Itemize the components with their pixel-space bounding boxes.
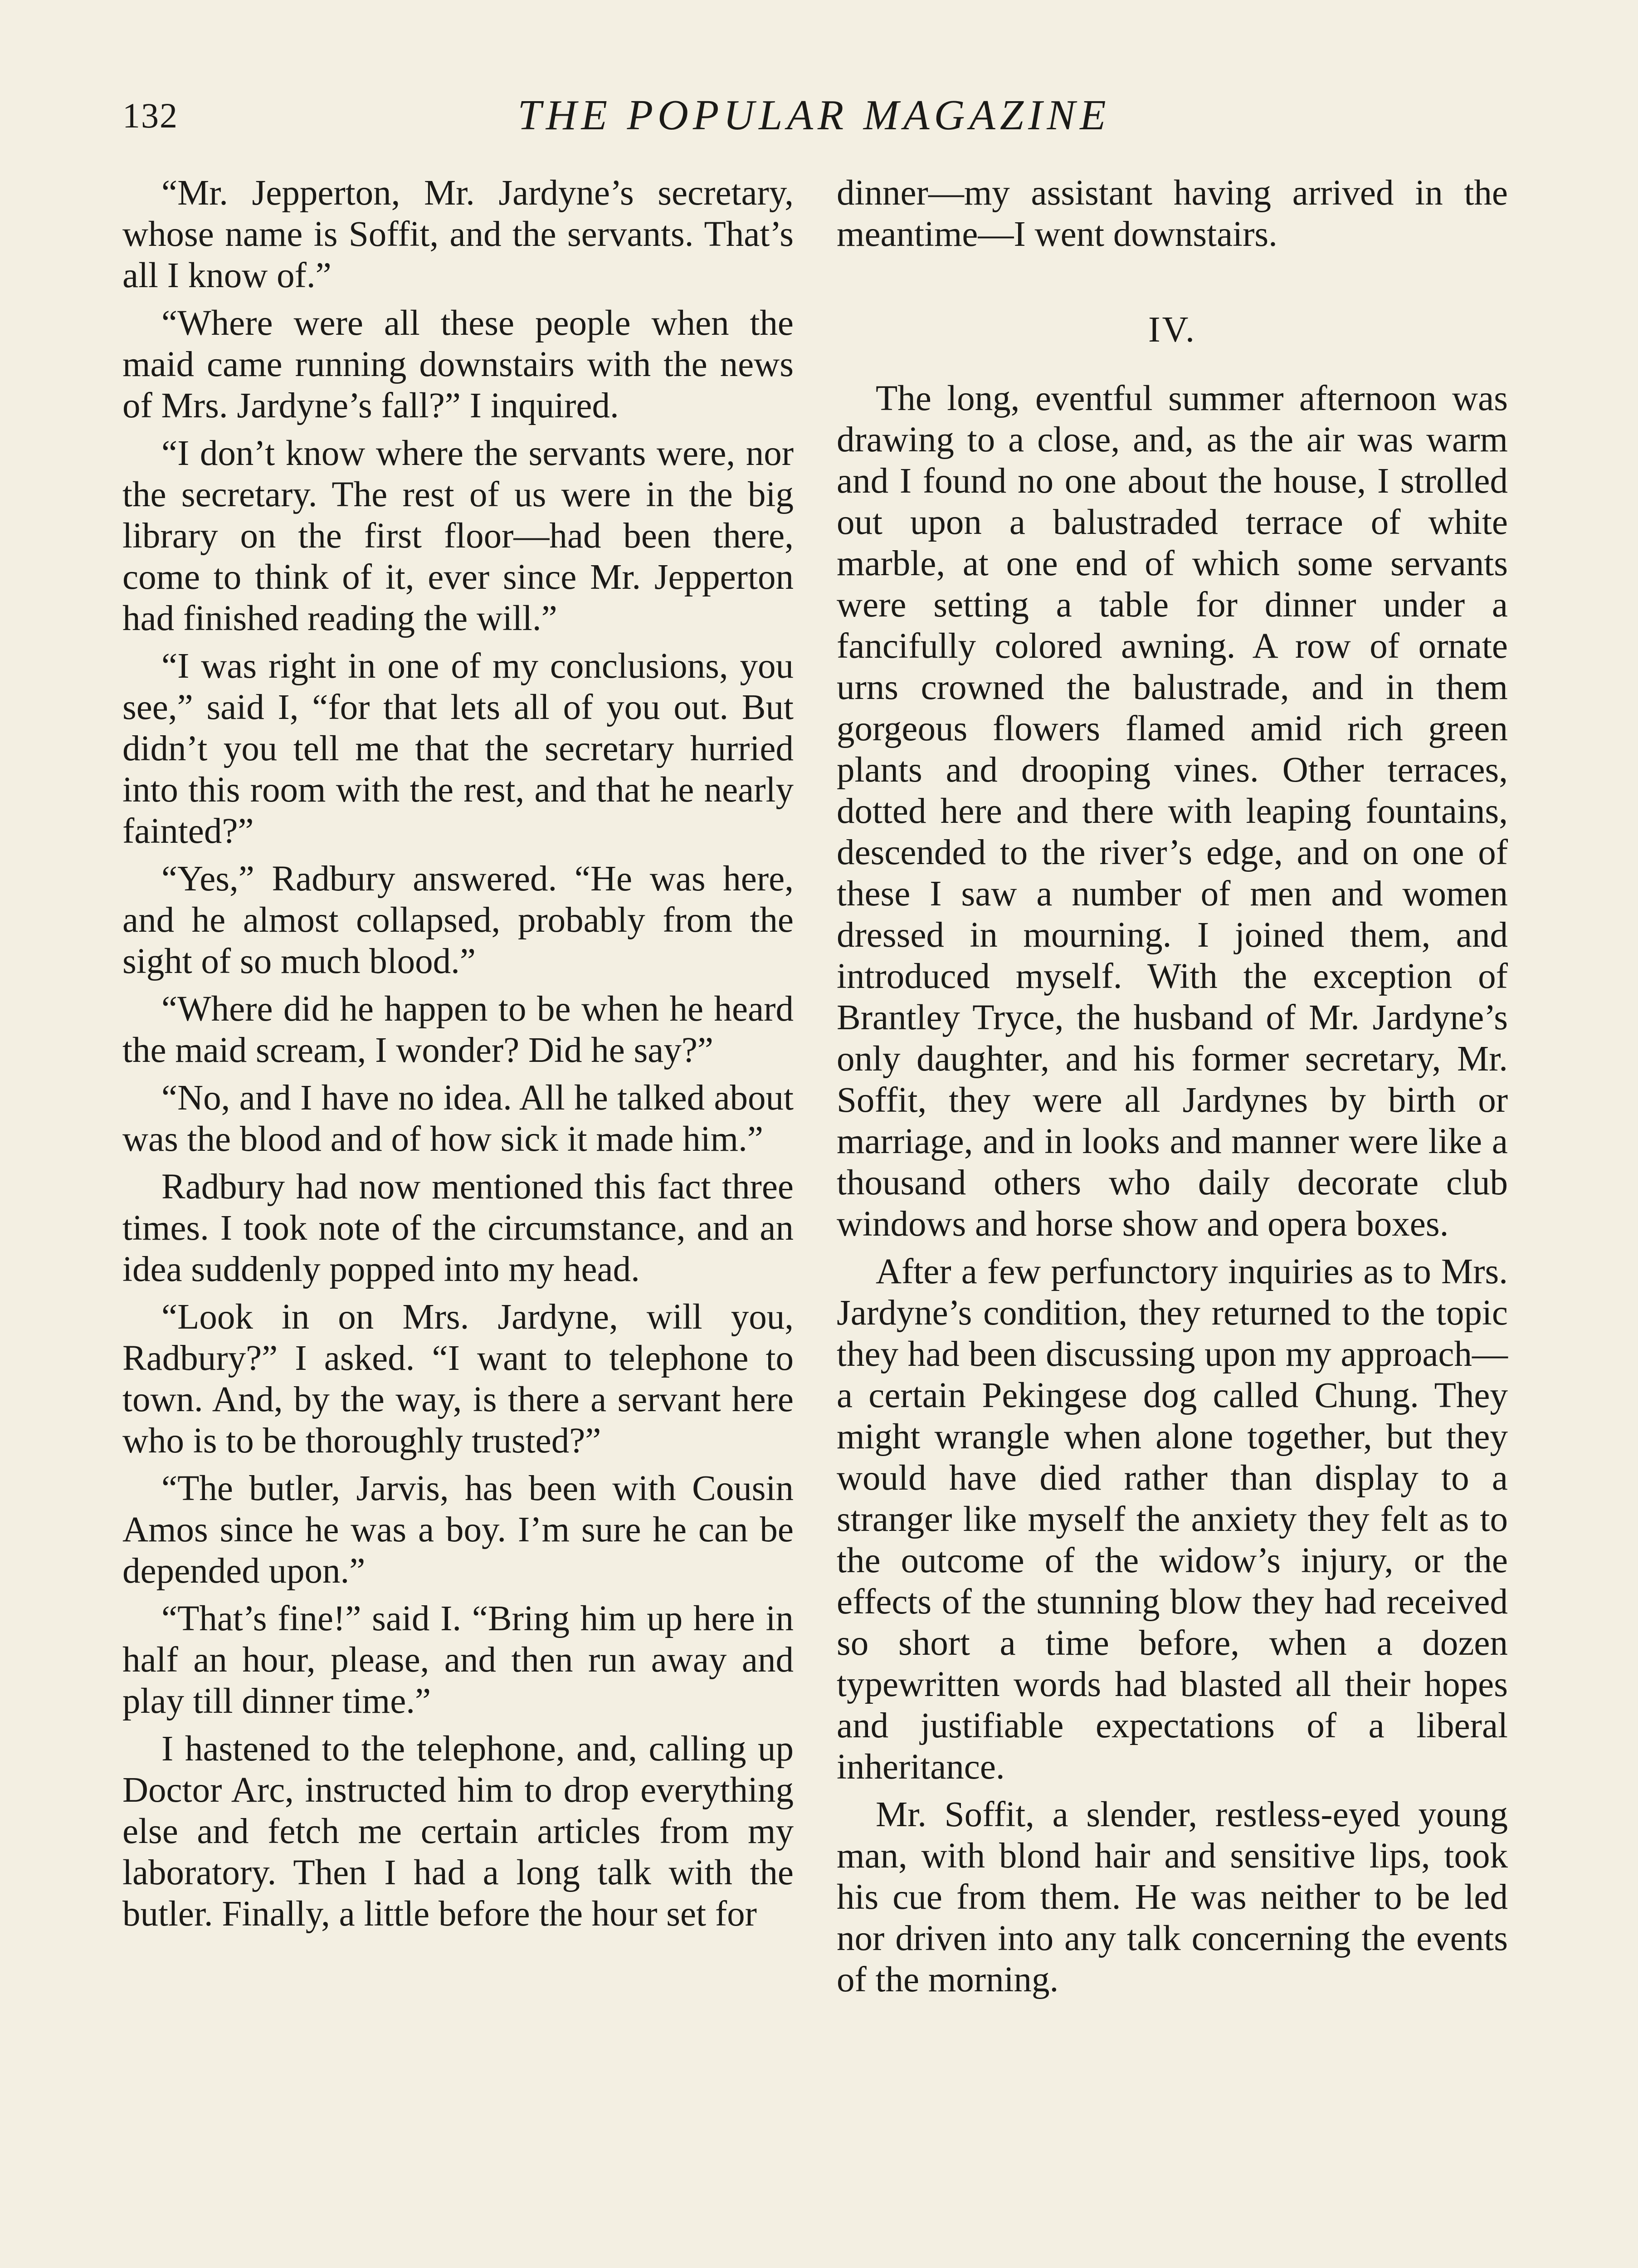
section-heading: IV. <box>1148 310 1197 350</box>
paragraph: “No, and I have no idea. All he talked about was the blood and of how sick it made him.” <box>122 1078 794 1159</box>
left-column <box>122 172 794 1941</box>
page-header <box>122 91 1506 154</box>
paragraph: “I don’t know where the servants were, nor the secretary. The rest of us were in the big library on the first floor—had been there, come to think of it, ever since Mr. Jepperton had finished reading the will.” <box>122 434 794 638</box>
paragraph: “Look in on Mrs. Jardyne, will you, Radbury?” I asked. “I want to telephone to town. And, by the way, is there a servant here who is to be thoroughly trusted?” <box>122 1297 794 1461</box>
running-title: THE POPULAR MAGAZINE <box>517 92 1111 139</box>
paragraph: The long, eventful summer afternoon was drawing to a close, and, as the air was warm and I found no one about the house, I strolled out upon a balustraded terrace of white marble, at one end of which some servants were setting a table for dinner under a fancifully colored awning. A row of ornate urns crowned the balustrade, and in them gorgeous flowers flamed amid rich green plants and drooping vines. Other terraces, dotted here and there with leaping fountains, descended to the river’s edge, and on one of these I saw a number of men and women dressed in mourning. I joined them, and introduced myself. With the exception of Brantley Tryce, the husband of Mr. Jardyne’s only daughter, and his former secretary, Mr. Soffit, they were all Jardynes by birth or marriage, and in looks and manner were like a thousand others who daily decorate club windows and horse show and opera boxes. <box>837 379 1508 1244</box>
paragraph: Mr. Soffit, a slender, restless-eyed young man, with blond hair and sensitive lips, took his cue from them. He was neither to be led nor driven into any talk concerning the events of the morning. <box>837 1795 1508 1999</box>
paragraph-continuation: dinner—my assistant having arrived in the meantime—I went downstairs. <box>837 173 1508 254</box>
paragraph: “Where were all these people when the maid came running downstairs with the news of Mrs. Jardyne’s fall?” I inquired. <box>122 303 794 425</box>
paragraph: Radbury had now mentioned this fact three times. I took note of the circumstance, and an idea suddenly popped into my head. <box>122 1167 794 1289</box>
paragraph: “Yes,” Radbury answered. “He was here, and he almost collapsed, probably from the sight of so much blood.” <box>122 859 794 981</box>
paragraph: I hastened to the telephone, and, calling up Doctor Arc, instructed him to drop everything else and fetch me certain articles from my laboratory. Then I had a long talk with the butler. Finally, a little before the hour set for <box>122 1729 794 1934</box>
page-number: 132 <box>122 96 178 135</box>
paragraph: “Mr. Jepperton, Mr. Jardyne’s secretary, whose name is Soffit, and the servants. That’s all I know of.” <box>122 173 794 295</box>
right-column <box>837 172 1508 2007</box>
paragraph: “Where did he happen to be when he heard the maid scream, I wonder? Did he say?” <box>122 989 794 1070</box>
paragraph: “I was right in one of my conclusions, you see,” said I, “for that lets all of you out. But didn’t you tell me that the secretary hurried into this room with the rest, and that he nearly fainted?” <box>122 646 794 851</box>
paragraph: After a few perfunctory inquiries as to Mrs. Jardyne’s condition, they returned to the topic they had been discussing upon my approach—a certain Pekingese dog called Chung. They might wrangle when alone together, but they would have died rather than display to a stranger like myself the anxiety they felt as to the outcome of the widow’s injury, or the effects of the stunning blow they had received so short a time before, when a dozen typewritten words had blasted all their hopes and justifiable expectations of a liberal inheritance. <box>837 1252 1508 1787</box>
paragraph: “The butler, Jarvis, has been with Cousin Amos since he was a boy. I’m sure he can be depended upon.” <box>122 1469 794 1591</box>
paragraph: “That’s fine!” said I. “Bring him up here in half an hour, please, and then run away and play till dinner time.” <box>122 1599 794 1721</box>
